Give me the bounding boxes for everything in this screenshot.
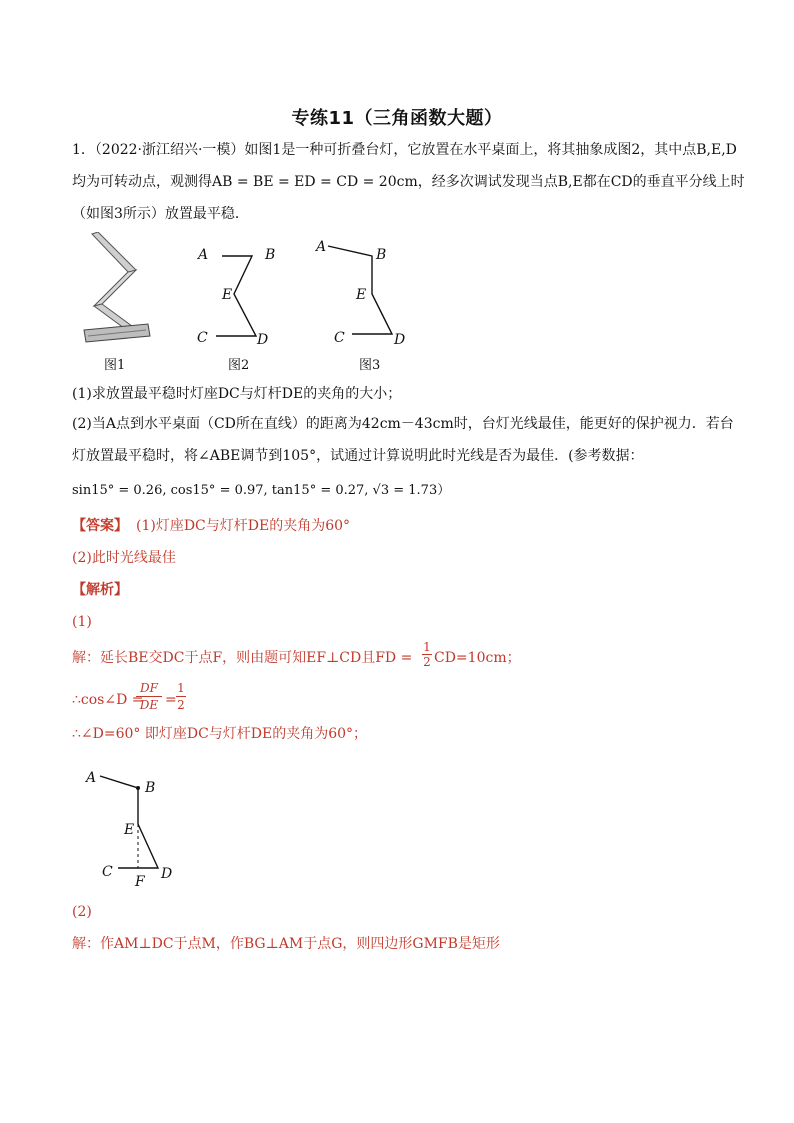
cos-numerator: DF	[140, 681, 158, 695]
sol-label-c: C	[102, 864, 113, 880]
solution-step-3: ∴∠D=60° 即灯座DC与灯杆DE的夹角为60°；	[72, 726, 368, 742]
fig3-label-d: D	[394, 332, 406, 348]
figure-1-lamp-photo	[82, 232, 154, 344]
page-title: 专练11（三角函数大题）	[291, 108, 503, 129]
sol-label-f: F	[135, 874, 145, 890]
solution-step-1b: CD=10cm；	[434, 650, 521, 666]
reference-data: sin15° = 0.26, cos15° = 0.97, tan15° = 0.27, √3 = 1.73）	[72, 483, 451, 498]
sol-label-e: E	[124, 822, 135, 838]
solution-step-4: 解：作AM⊥DC于点M，作BG⊥AM于点G，则四边形GMFB是矩形	[72, 936, 500, 952]
cos-prefix: ∴cos∠D =	[72, 692, 144, 708]
cos-equals: =	[165, 692, 177, 708]
cos-result-fraction	[176, 680, 186, 713]
solution-step-1a: 解：延长BE交DC于点F，则由题可知EF⊥CD且FD =	[72, 650, 413, 666]
part-1-label: (1)	[72, 614, 92, 630]
figure-3-caption: 图3	[359, 358, 381, 373]
figure-2-caption: 图2	[228, 358, 250, 373]
question-1: (1)求放置最平稳时灯座DC与灯杆DE的夹角的大小；	[72, 386, 402, 402]
fig2-label-e: E	[222, 287, 233, 303]
fig2-label-b: B	[265, 247, 276, 263]
sol-label-a: A	[86, 770, 97, 786]
problem-line-1: 1．（2022·浙江绍兴·一模）如图1是一种可折叠台灯，它放置在水平桌面上，将其抽象成图2，其中点B,E,D	[72, 142, 737, 158]
fig2-label-c: C	[197, 330, 208, 346]
cos-fraction	[136, 680, 162, 713]
fig3-label-b: B	[376, 247, 387, 263]
fraction-denominator: 2	[423, 655, 431, 669]
answer-2: (2)此时光线最佳	[72, 550, 176, 566]
answer-label: 【答案】	[72, 518, 128, 534]
question-2-line-1: (2)当A点到水平桌面（CD所在直线）的距离为42cm－43cm时，台灯光线最佳，能更好的保护视力．若台	[72, 416, 734, 432]
problem-line-3: （如图3所示）放置最平稳．	[72, 206, 249, 222]
fig2-label-d: D	[257, 332, 269, 348]
sol-label-d: D	[161, 866, 173, 882]
fraction-half	[422, 640, 432, 669]
analysis-label: 【解析】	[72, 582, 128, 598]
problem-line-2: 均为可转动点，观测得AB = BE = ED = CD = 20cm，经多次调试发现当点B,E都在CD的垂直平分线上时	[72, 174, 745, 190]
sol-label-b: B	[145, 780, 156, 796]
fig3-label-a: A	[316, 239, 327, 255]
cos-result-denominator: 2	[177, 698, 185, 712]
fig2-label-a: A	[198, 247, 209, 263]
figure-1-caption: 图1	[104, 358, 126, 373]
cos-denominator: DE	[136, 696, 162, 713]
fig3-label-e: E	[356, 287, 367, 303]
question-2-line-2: 灯放置最平稳时，将∠ABE调节到105°，试通过计算说明此时光线是否为最佳．(参考数据：	[72, 448, 644, 464]
cos-result-numerator: 1	[177, 681, 185, 695]
fraction-numerator: 1	[423, 640, 431, 654]
answer-1: (1)灯座DC与灯杆DE的夹角为60°	[136, 518, 351, 534]
part-2-label: (2)	[72, 904, 92, 920]
fig3-label-c: C	[334, 330, 345, 346]
